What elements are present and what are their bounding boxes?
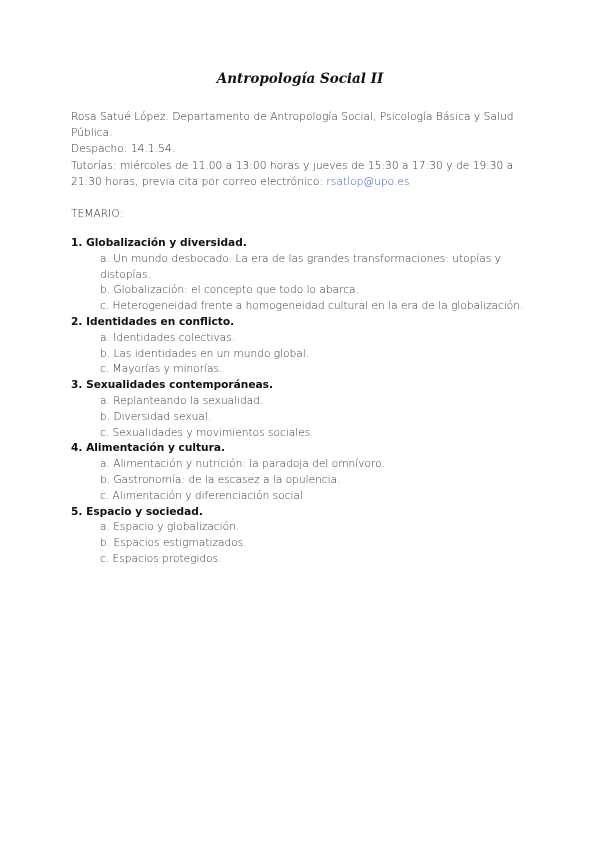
subtopic-item: b. Diversidad sexual. — [100, 410, 212, 423]
topic-title: 1. Globalización y diversidad. — [71, 237, 247, 249]
document-title: Antropología Social II — [216, 71, 384, 87]
subtopic-list — [71, 394, 541, 441]
topic-list — [71, 236, 541, 568]
subtopic-item: a. Replanteando la sexualidad. — [100, 394, 264, 407]
instructor-line: Rosa Satué López. Departamento de Antropología Social, Psicología Básica y Salud Pública. — [71, 111, 514, 140]
subtopic-list — [71, 331, 541, 378]
email-link[interactable]: rsatlop@upo.es — [326, 175, 410, 188]
office-line: Despacho: 14.1.54. — [71, 143, 176, 156]
topic-title: 5. Espacio y sociedad. — [71, 505, 203, 518]
topic-item — [71, 441, 541, 504]
subtopic-item: a. Alimentación y nutrición: la paradoja del omnívoro. — [100, 458, 385, 471]
topic-item — [71, 378, 541, 441]
subtopic-item: a. Identidades colectivas. — [100, 331, 236, 344]
tutoring-text: Tutorías: miércoles de 11.00 a 13:00 horas y jueves de 15:30 a 17:30 y de 19.30 a 21:30 horas, previa cita por correo electrónico: — [71, 159, 514, 188]
subtopic-item: c. Mayorías y minorías. — [100, 363, 223, 376]
subtopic-item: b. Globalización: el concepto que todo lo abarca. — [100, 284, 359, 297]
topic-item — [71, 236, 541, 315]
topic-title: 3. Sexualidades contemporáneas. — [71, 379, 274, 392]
subtopic-item: c. Alimentación y diferenciación social — [100, 489, 303, 502]
tutoring-line — [71, 158, 531, 190]
subtopic-item: b. Gastronomía: de la escasez a la opulencia. — [100, 473, 341, 486]
topic-title: 4. Alimentación y cultura. — [71, 442, 225, 455]
subtopic-item: c. Heterogeneidad frente a homogeneidad cultural en la era de la globalización. — [100, 300, 524, 313]
syllabus-heading-block — [71, 206, 531, 222]
subtopic-item: c. Espacios protegidos. — [100, 552, 222, 565]
subtopic-item: b. Las identidades en un mundo global. — [100, 347, 310, 360]
subtopic-list — [71, 520, 541, 567]
subtopic-item: a. Un mundo desbocado. La era de las grandes transformaciones: utopías y distopías. — [100, 252, 501, 281]
subtopic-list — [71, 457, 541, 504]
subtopic-item: b. Espacios estigmatizados. — [100, 537, 247, 550]
topic-item — [71, 505, 541, 568]
subtopic-list — [71, 252, 541, 315]
topic-title: 2. Identidades en conflicto. — [71, 315, 235, 328]
topic-item — [71, 315, 541, 378]
subtopic-item: a. Espacio y globalización. — [100, 521, 240, 534]
syllabus-heading: TEMARIO: — [71, 208, 124, 220]
instructor-info — [71, 109, 531, 190]
subtopic-item: c. Sexualidades y movimientos sociales. — [100, 426, 314, 439]
